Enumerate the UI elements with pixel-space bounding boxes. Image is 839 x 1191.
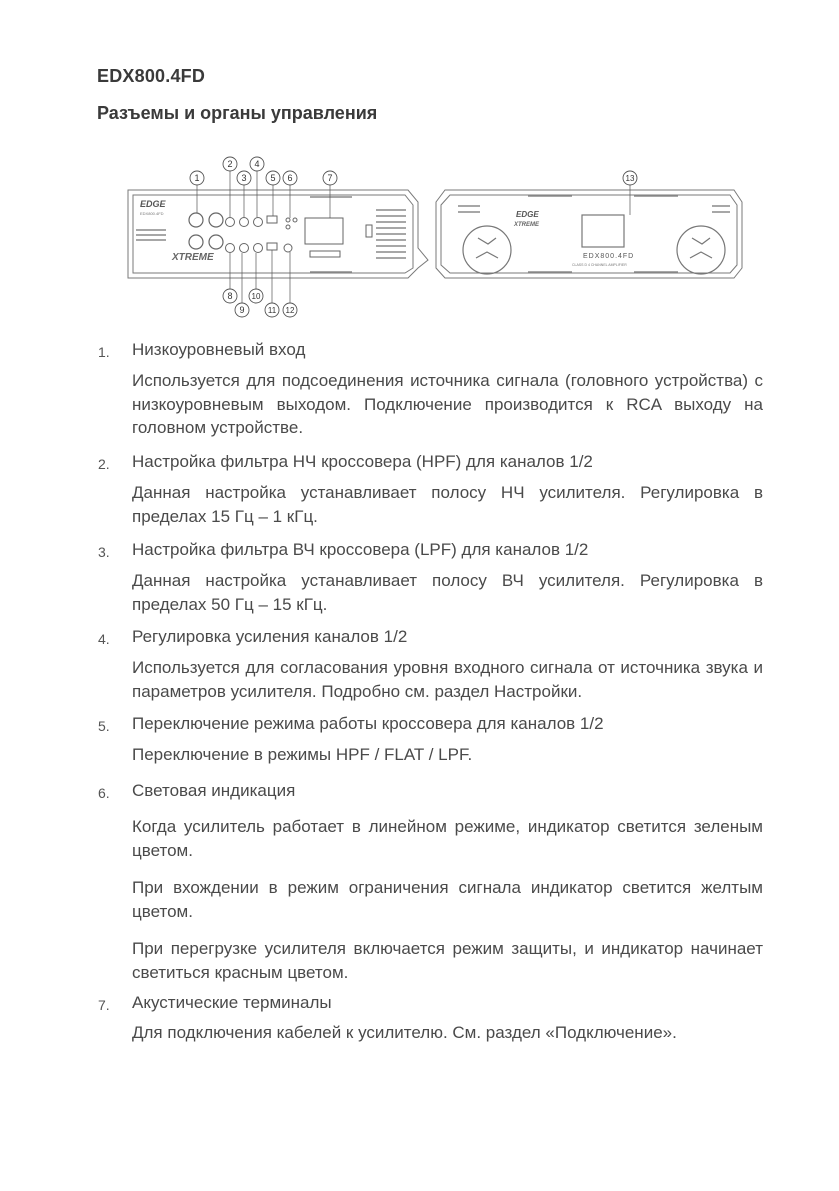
rca-inputs	[189, 213, 223, 249]
rear-model-label: EDX800.4FD	[583, 253, 635, 260]
item-title: Акустические терминалы	[132, 993, 332, 1012]
item-description: Когда усилитель работает в линейном режиме, индикатор светится зеленым цветом.	[132, 817, 763, 860]
item-number: 2.	[98, 456, 110, 472]
callout-4: 4	[254, 159, 260, 169]
callout-8: 8	[227, 291, 233, 301]
rear-brand-bottom: XTREME	[514, 222, 540, 228]
page-title: EDX800.4FD	[97, 66, 206, 86]
item-description: При перегрузке усилителя включается режим защиты, и индикатор начинает светиться красным цветом.	[132, 939, 763, 982]
rear-terminal-block	[582, 215, 624, 247]
brand-logo-top: EDGE	[140, 199, 166, 209]
callout-11: 11	[267, 306, 277, 315]
item-description: Для подключения кабелей к усилителю. См. раздел «Подключение».	[132, 1023, 677, 1042]
rear-brand-top: EDGE	[516, 210, 539, 219]
item-number: 4.	[98, 631, 110, 647]
item-description: При вхождении в режим ограничения сигнала индикатор светится желтым цветом.	[132, 878, 763, 921]
brand-logo-bottom: XTREME	[172, 252, 214, 263]
item-number: 7.	[98, 997, 110, 1013]
item-number: 5.	[98, 718, 110, 734]
item-title: Настройка фильтра ВЧ кроссовера (LPF) для каналов 1/2	[132, 540, 589, 559]
item-description: Переключение в режимы HPF / FLAT / LPF.	[132, 745, 473, 764]
item-title: Низкоуровневый вход	[132, 340, 306, 359]
item-description: Используется для согласования уровня входного сигнала от источника звука и параметров усилителя. Подробно см. раздел Настройки.	[132, 658, 763, 701]
callout-1: 1	[194, 173, 200, 183]
item-description: Данная настройка устанавливает полосу НЧ усилителя. Регулировка в пределах 15 Гц – 1 кГц.	[132, 483, 763, 526]
callout-5: 5	[270, 173, 276, 183]
amplifier-panels-diagram	[120, 150, 745, 325]
item-description: Данная настройка устанавливает полосу ВЧ усилителя. Регулировка в пределах 50 Гц – 15 кГц.	[132, 571, 763, 614]
item-number: 6.	[98, 785, 110, 801]
speaker-terminals	[305, 218, 343, 244]
callout-3: 3	[241, 173, 247, 183]
fan-left-icon	[463, 226, 511, 274]
callout-7: 7	[327, 173, 333, 183]
item-number: 1.	[98, 344, 110, 360]
callout-6: 6	[287, 173, 293, 183]
item-number: 3.	[98, 544, 110, 560]
item-title: Переключение режима работы кроссовера для каналов 1/2	[132, 714, 604, 733]
fan-right-icon	[677, 226, 725, 274]
item-title: Световая индикация	[132, 781, 296, 800]
callout-13: 13	[625, 174, 635, 183]
callout-2: 2	[227, 159, 233, 169]
section-heading: Разъемы и органы управления	[97, 103, 378, 123]
callout-9: 9	[239, 305, 245, 315]
item-title: Настройка фильтра НЧ кроссовера (HPF) для каналов 1/2	[132, 452, 593, 471]
callout-12: 12	[285, 306, 295, 315]
item-title: Регулировка усиления каналов 1/2	[132, 627, 408, 646]
callout-10: 10	[251, 292, 261, 301]
brand-model-small: EDX800.4FD	[140, 211, 164, 216]
item-description: Используется для подсоединения источника сигнала (головного устройства) с низкоуровневым выходом. Подключение производится к RCA выходу на головном устройстве.	[132, 371, 763, 437]
rear-caption: CLASS D 4 CHANNEL AMPLIFIER	[572, 263, 627, 267]
